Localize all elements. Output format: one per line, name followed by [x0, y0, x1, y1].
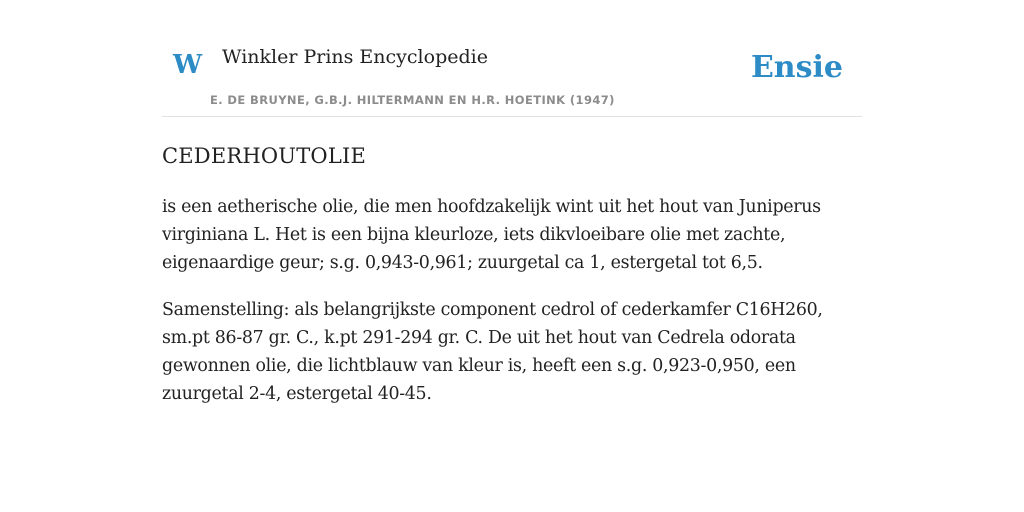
header — [162, 0, 862, 117]
book-title[interactable]: Winkler Prins Encyclopedie — [222, 46, 488, 68]
entry-paragraph: is een aetherische olie, die men hoofdzakelijk wint uit het hout van Juniperus virginiana L. Het is een bijna kleurloze, iets dikvloeibare olie met zachte, eigenaardige geur; s.g. 0,943-0,961; zuurgetal ca 1, estergetal tot 6,5. — [162, 197, 821, 274]
page — [162, 0, 862, 408]
ensie-logo-link[interactable]: Ensie — [750, 50, 843, 85]
book-authors: E. DE BRUYNE, G.B.J. HILTERMANN EN H.R. HOETINK (1947) — [210, 93, 615, 107]
entry-title: CEDERHOUTOLIE — [162, 144, 366, 168]
entry-paragraph: Samenstelling: als belangrijkste component cedrol of cederkamfer C16H260, sm.pt 86-87 gr. C., k.pt 291-294 gr. C. De uit het hout van Cedrela odorata gewonnen olie, die lichtblauw van kleur is, heeft een s.g. 0,923-0,950, een zuurgetal 2-4, estergetal 40-45. — [162, 300, 823, 405]
book-logo-link[interactable]: W — [173, 50, 203, 80]
